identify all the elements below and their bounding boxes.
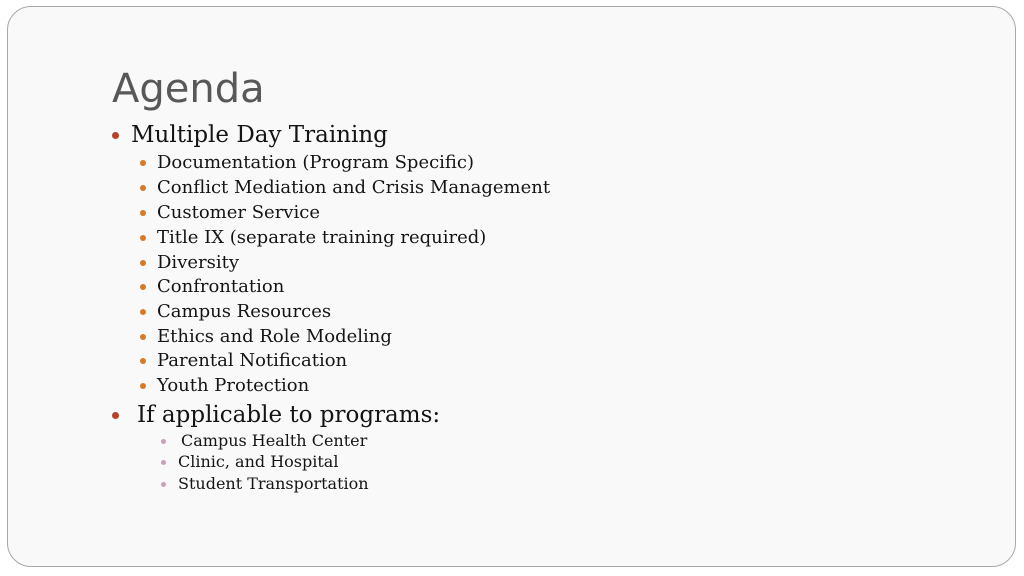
bullet-dot-icon xyxy=(161,482,166,487)
bullet-dot-icon xyxy=(140,383,146,389)
bullet-level1-if-applicable xyxy=(112,401,440,429)
list-item-label: Campus Resources xyxy=(157,301,332,322)
slide-title: Agenda xyxy=(112,66,265,112)
list-item xyxy=(140,300,331,324)
bullet-label: If applicable to programs: xyxy=(137,402,441,428)
list-item xyxy=(140,151,474,175)
bullet-level1-multiple-day-training xyxy=(112,121,388,149)
list-item-label: Campus Health Center xyxy=(181,431,368,450)
list-item-label: Customer Service xyxy=(157,202,320,223)
list-item xyxy=(140,374,309,398)
list-item-label: Diversity xyxy=(157,252,240,273)
list-item-label: Clinic, and Hospital xyxy=(178,452,339,471)
list-item xyxy=(140,176,550,200)
bullet-dot-icon xyxy=(161,460,166,465)
slide-frame xyxy=(7,6,1016,567)
list-item-label: Ethics and Role Modeling xyxy=(157,326,392,347)
list-item-label: Documentation (Program Specific) xyxy=(157,152,475,173)
list-item xyxy=(161,430,367,452)
list-item xyxy=(140,251,239,275)
list-item-label: Student Transportation xyxy=(178,474,369,493)
bullet-dot-icon xyxy=(140,235,146,241)
list-item xyxy=(161,473,369,495)
bullet-dot-icon xyxy=(112,132,119,139)
list-item-label: Confrontation xyxy=(157,276,285,297)
list-item xyxy=(140,275,284,299)
list-item-label: Conflict Mediation and Crisis Management xyxy=(157,177,551,198)
list-item-label: Title IX (separate training required) xyxy=(157,227,487,248)
bullet-dot-icon xyxy=(140,260,146,266)
bullet-dot-icon xyxy=(140,185,146,191)
bullet-dot-icon xyxy=(140,309,146,315)
list-item-label: Parental Notification xyxy=(157,350,348,371)
bullet-dot-icon xyxy=(140,160,146,166)
list-item xyxy=(140,325,392,349)
list-item xyxy=(140,349,347,373)
bullet-dot-icon xyxy=(161,439,166,444)
bullet-dot-icon xyxy=(140,210,146,216)
list-item-label: Youth Protection xyxy=(157,375,310,396)
list-item xyxy=(140,226,486,250)
list-item xyxy=(140,201,320,225)
list-item xyxy=(161,451,338,473)
bullet-dot-icon xyxy=(140,334,146,340)
bullet-label: Multiple Day Training xyxy=(131,122,388,148)
bullet-dot-icon xyxy=(112,412,119,419)
bullet-dot-icon xyxy=(140,284,146,290)
bullet-dot-icon xyxy=(140,358,146,364)
